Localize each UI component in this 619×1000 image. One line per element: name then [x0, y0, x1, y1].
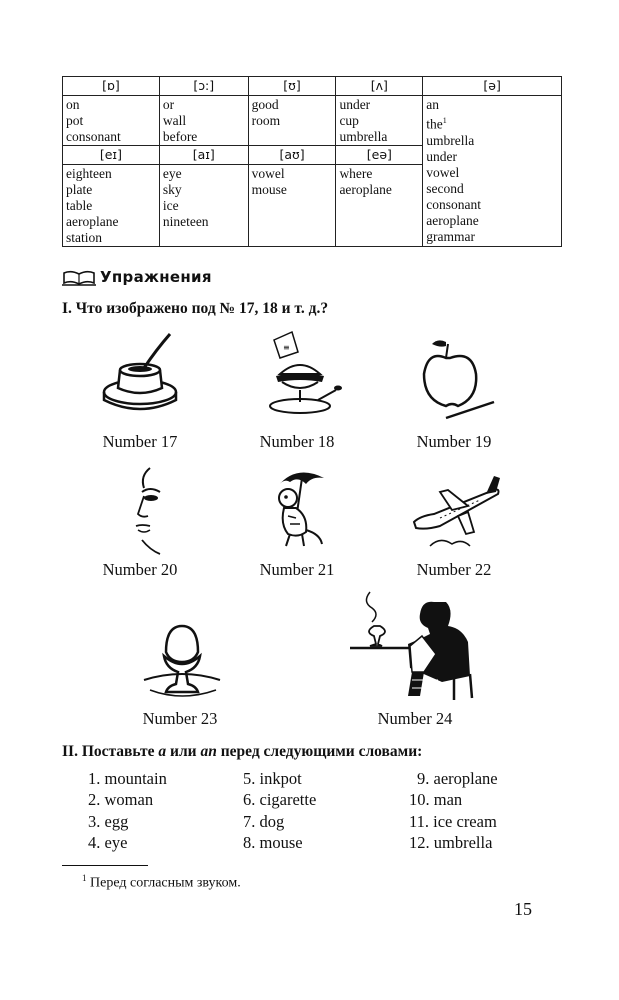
exercises-heading: Упражнения: [100, 268, 212, 286]
word: table: [66, 198, 93, 213]
word: [426, 113, 561, 133]
word: consonant: [66, 129, 121, 144]
word: eighteen: [66, 166, 112, 181]
list-item: 11. ice cream: [409, 811, 497, 831]
list-item: 5. inkpot: [243, 769, 302, 788]
table-cell: [159, 96, 248, 146]
word: mouse: [251, 182, 287, 197]
table-header-cell: [aɪ]: [159, 146, 248, 165]
word: sky: [162, 182, 182, 197]
list-item: 7. dog: [243, 811, 285, 831]
word: under: [426, 148, 458, 164]
phonetics-table: [62, 76, 562, 247]
word: or: [162, 97, 175, 112]
word: where: [339, 166, 373, 181]
caption-number-20: Number 20: [102, 560, 178, 579]
aeroplane-illustration: [410, 470, 505, 555]
word: eye: [162, 166, 182, 181]
table-row: [63, 96, 562, 146]
table-cell: [336, 96, 423, 146]
word-text: the: [426, 116, 443, 132]
table-cell-schwa: [423, 96, 562, 247]
table-header-cell: [ɒ]: [63, 77, 160, 96]
list-item: 4. eye: [88, 832, 128, 852]
footnote-marker: 1: [442, 116, 447, 125]
word: ice: [162, 198, 179, 213]
word: vowel: [426, 164, 460, 180]
word: vowel: [251, 166, 285, 181]
apple-illustration: [418, 336, 498, 426]
word: on: [66, 97, 80, 112]
egg-in-cup-illustration: [140, 620, 225, 705]
face-eye-illustration: [120, 466, 170, 556]
caption-number-21: Number 21: [259, 560, 335, 579]
word: second: [426, 180, 464, 196]
table-header-cell: [ɔ:]: [159, 77, 248, 96]
table-cell: [63, 165, 160, 247]
list-item: 10. man: [409, 790, 463, 810]
list-item: 8. mouse: [243, 832, 303, 852]
section-1-title: I. Что изображено под № 17, 18 и т. д.?: [62, 300, 329, 317]
word: umbrella: [426, 132, 475, 148]
ice-cream-illustration: [262, 330, 342, 420]
flag-scribble: ≡: [283, 343, 290, 352]
table-cell: [248, 96, 336, 146]
caption-number-24: Number 24: [377, 709, 453, 728]
word: nineteen: [162, 214, 209, 229]
footnote: [82, 873, 241, 892]
page-number: 15: [514, 899, 532, 919]
footnote-rule: [62, 865, 148, 866]
word: an: [426, 97, 440, 112]
table-cell: [63, 96, 160, 146]
caption-number-18: Number 18: [259, 432, 335, 451]
table-cell: [159, 165, 248, 247]
list-item: 12. umbrella: [409, 832, 493, 852]
word-list-column-2: [243, 768, 316, 853]
table-cell: [336, 165, 423, 247]
word: cup: [339, 113, 359, 128]
word: consonant: [426, 196, 482, 212]
table-cell: [248, 165, 336, 247]
word: aeroplane: [426, 212, 479, 228]
word: good: [251, 97, 279, 112]
word: room: [251, 113, 281, 128]
caption-number-19: Number 19: [416, 432, 492, 451]
dog-with-umbrella-illustration: [262, 464, 342, 554]
caption-number-23: Number 23: [142, 709, 218, 728]
table-header-cell: [eə]: [336, 146, 423, 165]
word-list-column-3: [409, 768, 498, 853]
man-at-table-illustration: [350, 588, 475, 703]
footnote-marker: 1: [82, 873, 87, 883]
table-header-row: [63, 77, 562, 96]
word: umbrella: [339, 129, 388, 144]
table-header-cell: [ʌ]: [336, 77, 423, 96]
word: aeroplane: [339, 182, 392, 197]
table-header-cell: [aʊ]: [248, 146, 336, 165]
word: wall: [162, 113, 187, 128]
footnote-text: Перед согласным звуком.: [90, 875, 241, 891]
italic-article: a: [158, 743, 167, 760]
list-item: 3. egg: [88, 811, 129, 831]
word-list-column-1: [88, 768, 167, 853]
word: station: [66, 230, 102, 245]
table-header-cell: [ə]: [423, 77, 562, 96]
word: before: [162, 129, 198, 144]
list-item: 9. aeroplane: [417, 769, 498, 788]
section-2-title: II. Поставьте a или an перед следующими словами:: [62, 743, 423, 760]
list-item: 1. mountain: [88, 769, 167, 788]
word: under: [339, 97, 371, 112]
word: plate: [66, 182, 93, 197]
caption-number-17: Number 17: [102, 432, 178, 451]
table-header-cell: [ʊ]: [248, 77, 336, 96]
list-item: 6. cigarette: [243, 790, 317, 810]
word: grammar: [426, 228, 476, 244]
list-item: 2. woman: [88, 790, 154, 810]
inkpot-illustration: [100, 330, 180, 420]
word: pot: [66, 113, 84, 128]
caption-number-22: Number 22: [416, 560, 492, 579]
word: aeroplane: [66, 214, 119, 229]
italic-article: an: [200, 743, 217, 760]
table-header-cell: [eɪ]: [63, 146, 160, 165]
